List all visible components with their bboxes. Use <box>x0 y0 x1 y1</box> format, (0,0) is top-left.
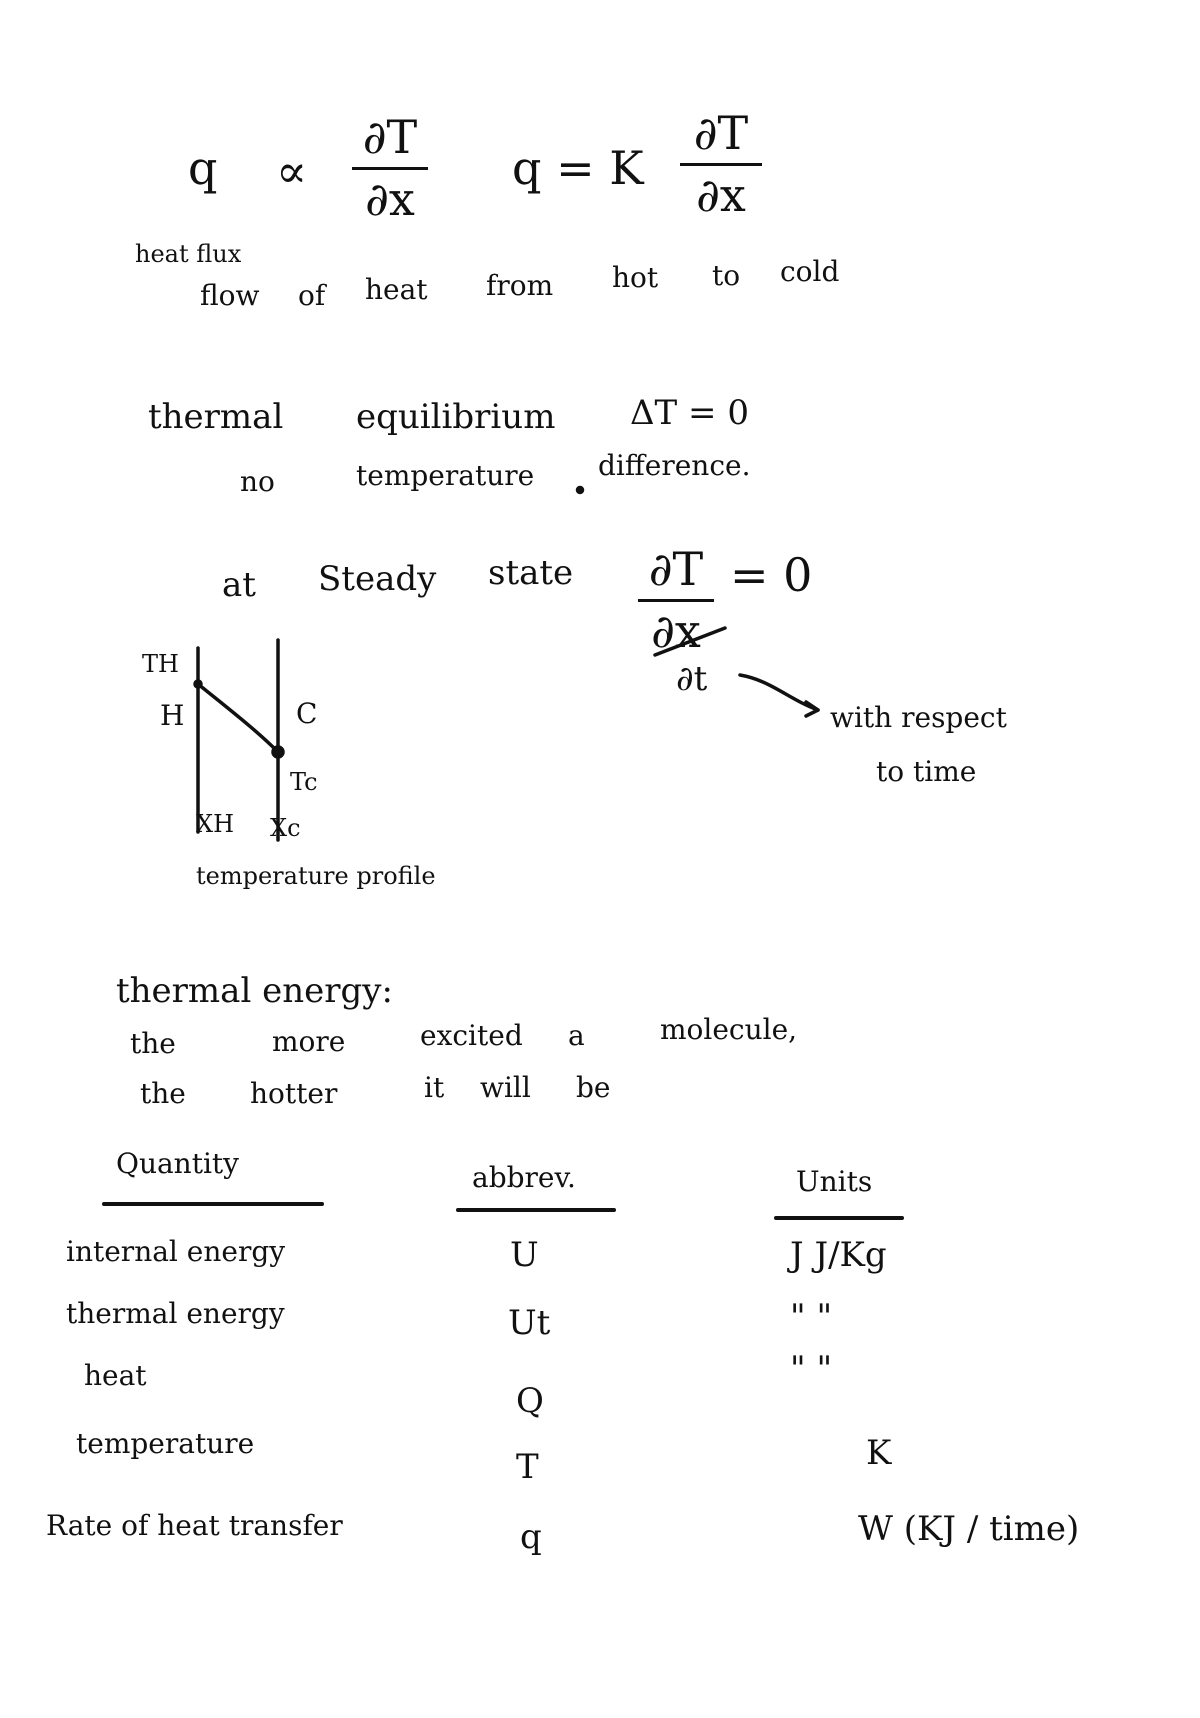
steady-state-underline <box>655 628 725 655</box>
table-cell-abbrev: q <box>520 1517 542 1557</box>
temperature-profile-curve <box>198 684 278 752</box>
hot-position-label: XH <box>196 810 235 838</box>
fraction-numerator: ∂T <box>648 542 704 596</box>
thermal-energy-word: a <box>568 1019 585 1052</box>
heat-flux-label: heat flux <box>135 240 242 268</box>
flow-word: flow <box>200 279 260 312</box>
fraction-denominator: ∂x <box>365 171 415 226</box>
flow-word: of <box>298 279 326 312</box>
thermal-energy-word: the <box>130 1027 176 1060</box>
fraction-numerator: ∂T <box>693 106 749 160</box>
table-cell-units: " " <box>790 1349 833 1389</box>
cold-temperature-label: Tc <box>290 768 318 796</box>
flow-word: cold <box>780 255 840 288</box>
table-cell-abbrev: Q <box>516 1381 544 1421</box>
fraction-numerator: ∂T <box>362 110 418 164</box>
table-cell-units: W (KJ / time) <box>858 1509 1080 1549</box>
hot-side-label: H <box>160 699 185 732</box>
with-respect-note: with respect <box>830 701 1007 734</box>
hot-endpoint-dot <box>195 681 201 687</box>
table-header-quantity: Quantity <box>116 1147 239 1180</box>
thermal-energy-word: will <box>480 1071 531 1104</box>
steady-state-word: state <box>488 553 574 593</box>
proportional-symbol: ∝ <box>276 144 308 198</box>
table-cell-quantity: internal energy <box>66 1235 286 1268</box>
steady-state-word: at <box>222 565 256 605</box>
thermal-energy-word: excited <box>420 1019 523 1052</box>
steady-state-word: Steady <box>318 559 437 599</box>
thermal-energy-word: be <box>576 1071 611 1104</box>
flow-word: from <box>486 269 554 302</box>
table-cell-quantity: Rate of heat transfer <box>46 1509 343 1542</box>
equals-zero: = 0 <box>730 548 813 602</box>
fraction-denominator: ∂x <box>696 167 746 222</box>
heat-flux-symbol: q <box>188 141 218 195</box>
table-cell-abbrev: U <box>510 1235 539 1275</box>
flow-word: to <box>712 259 741 292</box>
cold-side-label: C <box>296 697 318 730</box>
delta-t-equation: ΔT = 0 <box>630 393 749 433</box>
table-cell-abbrev: T <box>516 1447 539 1487</box>
cold-endpoint-dot <box>273 747 283 757</box>
thermal-energy-word: more <box>272 1025 346 1058</box>
thermal-energy-heading: thermal energy: <box>116 971 393 1011</box>
hot-temperature-label: TH <box>142 650 179 678</box>
equilibrium-note-word: no <box>240 465 275 498</box>
table-header-abbrev: abbrev. <box>472 1161 576 1194</box>
thermal-energy-word: molecule, <box>660 1013 798 1046</box>
flow-word: hot <box>612 261 659 294</box>
flow-word: heat <box>365 273 428 306</box>
table-cell-units: K <box>866 1433 892 1473</box>
to-time-note: to time <box>876 755 977 788</box>
table-cell-quantity: thermal energy <box>66 1297 285 1330</box>
stray-dot <box>578 488 583 493</box>
table-cell-quantity: heat <box>84 1359 147 1392</box>
table-header-units: Units <box>796 1165 873 1198</box>
time-derivative-denominator: ∂t <box>676 659 708 699</box>
fourier-law-lhs: q = K <box>512 141 644 195</box>
table-cell-abbrev: Ut <box>508 1303 551 1343</box>
time-arrow <box>740 675 818 710</box>
thermal-energy-word: hotter <box>250 1077 338 1110</box>
table-cell-units: J J/Kg <box>790 1235 887 1275</box>
fraction-denominator: ∂x <box>651 603 701 658</box>
thermal-word: thermal <box>148 397 284 437</box>
table-cell-quantity: temperature <box>76 1427 255 1460</box>
thermal-energy-word: it <box>424 1071 445 1104</box>
thermal-energy-word: the <box>140 1077 186 1110</box>
equilibrium-note-word: temperature <box>356 459 535 492</box>
table-cell-units: " " <box>790 1297 833 1337</box>
equilibrium-note-word: difference. <box>598 449 751 482</box>
equilibrium-word: equilibrium <box>356 397 556 437</box>
cold-position-label: Xc <box>270 814 301 842</box>
profile-caption: temperature profile <box>196 862 436 890</box>
